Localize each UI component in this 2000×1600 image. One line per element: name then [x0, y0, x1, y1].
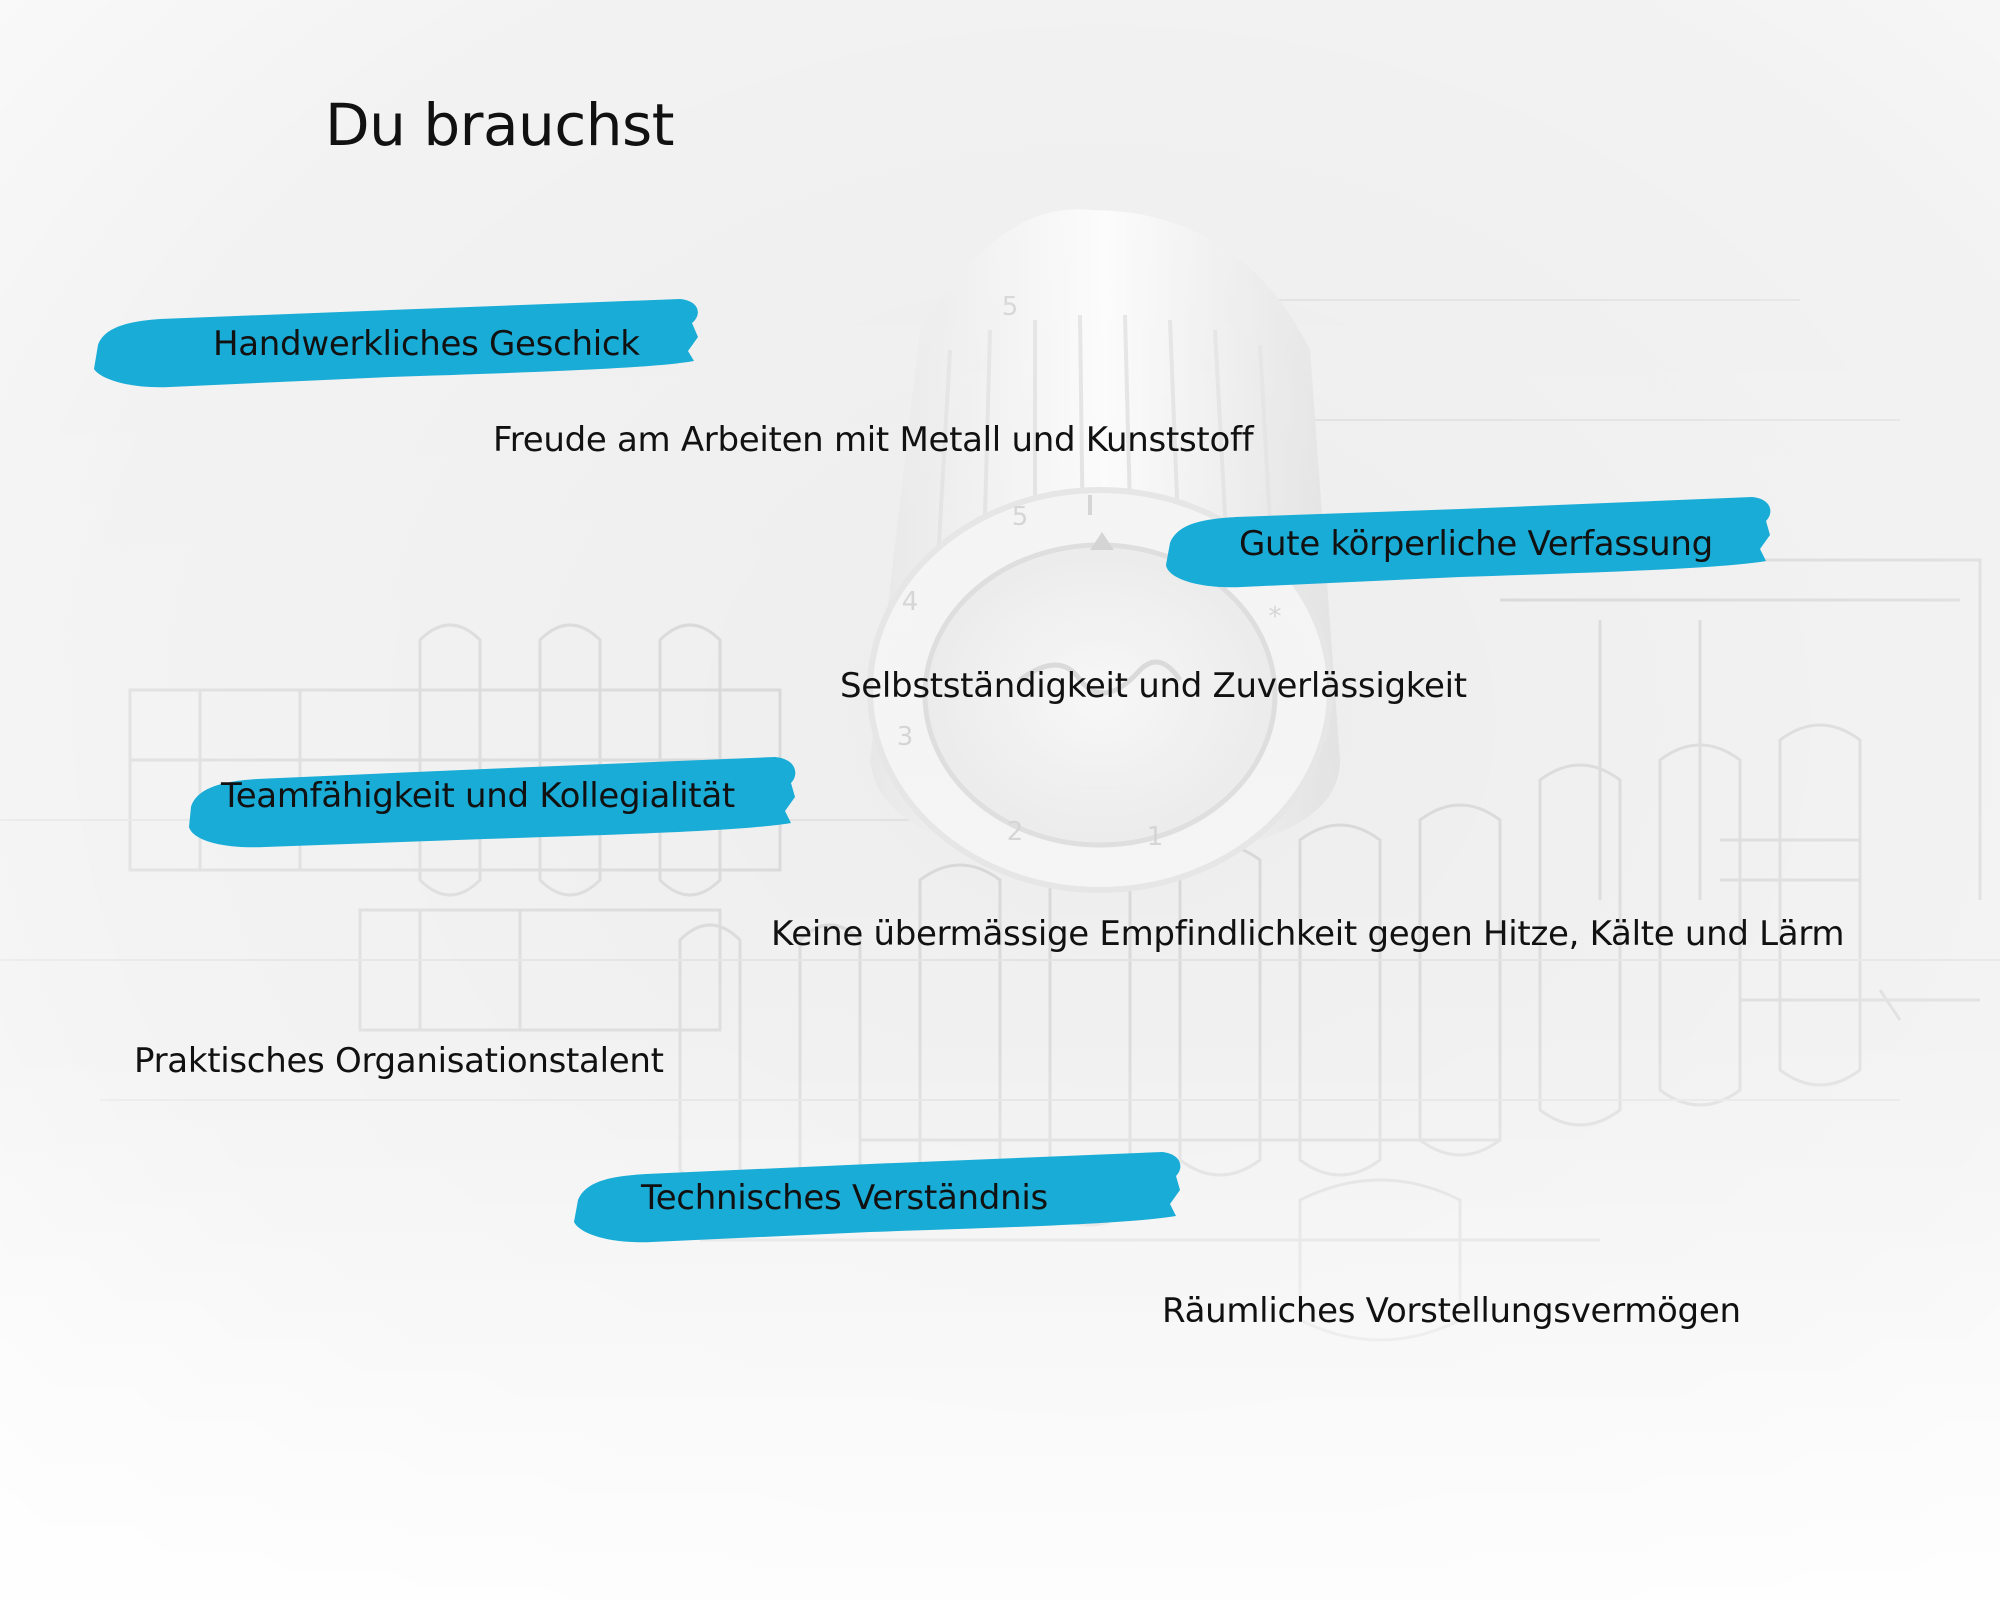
page-title: Du brauchst [325, 91, 674, 159]
requirement-item: Räumliches Vorstellungsvermögen [1162, 1291, 1741, 1331]
requirement-item: Handwerkliches Geschick [213, 324, 640, 364]
requirement-item: Praktisches Organisationstalent [134, 1041, 664, 1081]
requirement-item: Freude am Arbeiten mit Metall und Kunststoff [493, 420, 1254, 460]
requirement-item: Teamfähigkeit und Kollegialität [221, 776, 735, 816]
requirement-item: Keine übermässige Empfindlichkeit gegen Hitze, Kälte und Lärm [771, 914, 1845, 954]
requirement-item: Gute körperliche Verfassung [1239, 524, 1713, 564]
requirement-item: Technisches Verständnis [641, 1178, 1048, 1218]
requirement-item: Selbstständigkeit und Zuverlässigkeit [840, 666, 1467, 706]
